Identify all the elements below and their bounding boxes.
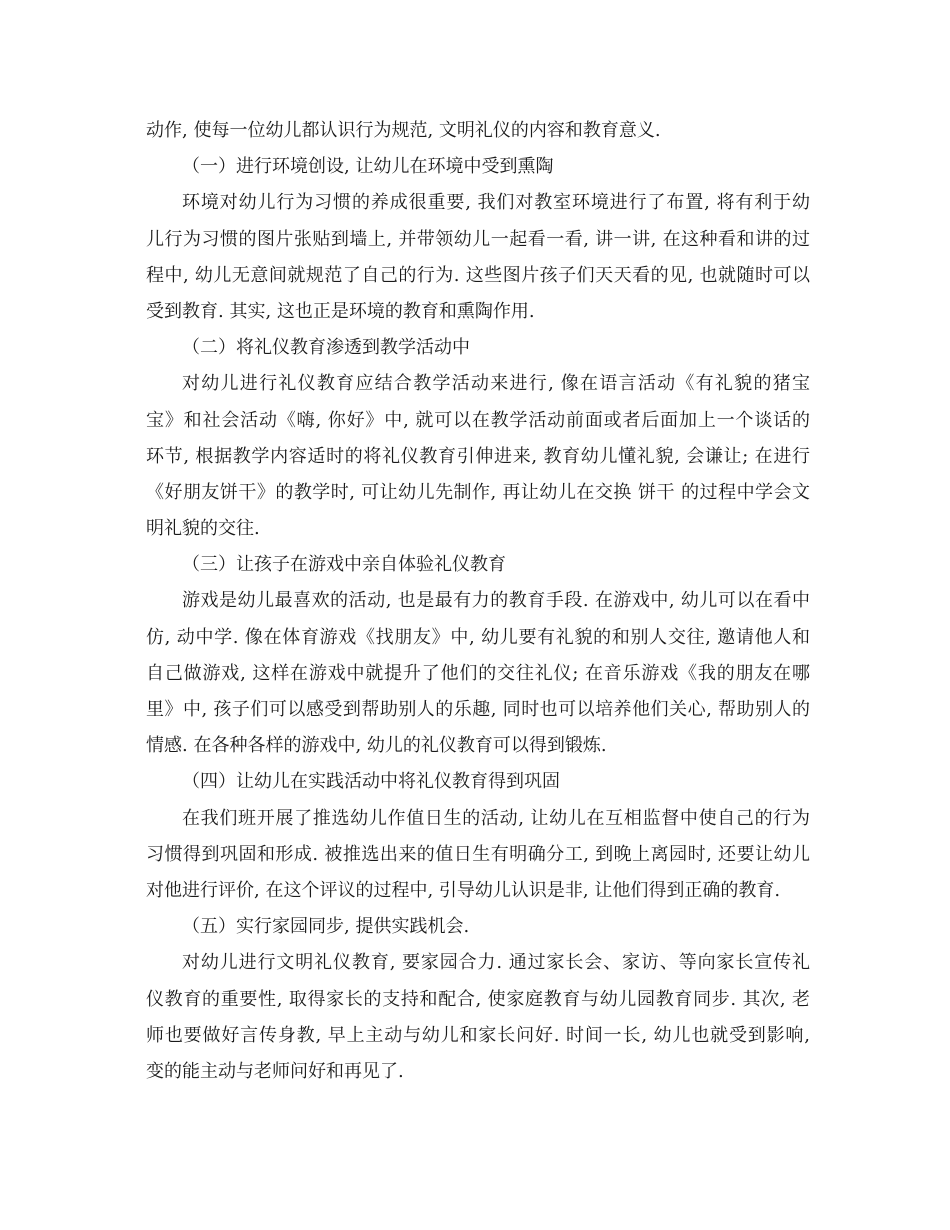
- document-body: [146, 113, 810, 1090]
- line-text: 游戏是幼儿最喜欢的活动, 也是最有力的教育手段. 在游戏中, 幼儿可以在看中: [182, 590, 810, 612]
- section-heading: [146, 764, 810, 800]
- line-text: 习惯得到巩固和形成. 被推选出来的值日生有明确分工, 到晚上离园时, 还要让幼儿: [146, 843, 810, 865]
- line-text: 《好朋友饼干》的教学时, 可让幼儿先制作, 再让幼儿在交换 饼干 的过程中学会文: [146, 481, 810, 503]
- line-text: （一）进行环境创设, 让幼儿在环境中受到熏陶: [182, 156, 554, 178]
- line-text: 在我们班开展了推选幼儿作值日生的活动, 让幼儿在互相监督中使自己的行为: [182, 807, 810, 829]
- line-text: 对他进行评价, 在这个评议的过程中, 引导幼儿认识是非, 让他们得到正确的教育.: [146, 879, 781, 901]
- line-text: 程中, 幼儿无意间就规范了自己的行为. 这些图片孩子们天天看的见, 也就随时可以: [146, 264, 810, 286]
- line-text: （二）将礼仪教育渗透到教学活动中: [182, 337, 470, 359]
- text-line: [146, 258, 810, 294]
- line-text: 对幼儿进行文明礼仪教育, 要家园合力. 通过家长会、家访、等向家长宣传礼: [182, 952, 810, 974]
- line-text: 情感. 在各种各样的游戏中, 幼儿的礼仪教育可以得到锻炼.: [146, 735, 607, 757]
- section-heading: [146, 547, 810, 583]
- line-text: 环境对幼儿行为习惯的养成很重要, 我们对教室环境进行了布置, 将有利于幼: [182, 192, 810, 214]
- line-text: 受到教育. 其实, 这也正是环境的教育和熏陶作用.: [146, 300, 535, 322]
- text-line: [146, 475, 810, 511]
- line-text: 仪教育的重要性, 取得家长的支持和配合, 使家庭教育与幼儿园教育同步. 其次, 老: [146, 988, 810, 1010]
- text-line: [146, 801, 810, 837]
- text-line: [146, 945, 810, 981]
- text-line: [146, 222, 810, 258]
- line-text: 自己做游戏, 这样在游戏中就提升了他们的交往礼仪; 在音乐游戏《我的朋友在哪: [146, 662, 810, 684]
- text-line: [146, 294, 810, 330]
- text-line: [146, 439, 810, 475]
- text-line: [146, 403, 810, 439]
- line-text: （四）让幼儿在实践活动中将礼仪教育得到巩固: [182, 771, 560, 793]
- text-line: [146, 873, 810, 909]
- text-line: [146, 982, 810, 1018]
- line-text: 仿, 动中学. 像在体育游戏《找朋友》中, 幼儿要有礼貌的和别人交往, 邀请他人和: [146, 626, 810, 648]
- text-line: [146, 837, 810, 873]
- text-line: [146, 620, 810, 656]
- line-text: （五）实行家园同步, 提供实践机会.: [182, 916, 470, 938]
- text-line: [146, 511, 810, 547]
- line-text: 宝》和社会活动《嗨, 你好》中, 就可以在教学活动前面或者后面加上一个谈话的: [146, 409, 810, 431]
- text-line: [146, 656, 810, 692]
- line-text: 动作, 使每一位幼儿都认识行为规范, 文明礼仪的内容和教育意义.: [146, 120, 661, 141]
- text-line: [146, 366, 810, 402]
- line-text: 师也要做好言传身教, 早上主动与幼儿和家长问好. 时间一长, 幼儿也就受到影响,: [146, 1024, 810, 1046]
- text-line: [146, 1054, 810, 1090]
- line-text: 明礼貌的交往.: [146, 518, 260, 540]
- section-heading: [146, 149, 810, 185]
- text-line: [146, 113, 810, 149]
- text-line: [146, 1018, 810, 1054]
- line-text: 变的能主动与老师问好和再见了.: [146, 1060, 404, 1082]
- text-line: [146, 583, 810, 619]
- text-line: [146, 185, 810, 221]
- section-heading: [146, 330, 810, 366]
- line-text: 儿行为习惯的图片张贴到墙上, 并带领幼儿一起看一看, 讲一讲, 在这种看和讲的过: [146, 228, 810, 250]
- line-text: 对幼儿进行礼仪教育应结合教学活动来进行, 像在语言活动《有礼貌的猪宝: [182, 373, 810, 395]
- line-text: （三）让孩子在游戏中亲自体验礼仪教育: [182, 554, 506, 576]
- text-line: [146, 728, 810, 764]
- line-text: 里》中, 孩子们可以感受到帮助别人的乐趣, 同时也可以培养他们关心, 帮助别人的: [146, 699, 810, 720]
- section-heading: [146, 909, 810, 945]
- line-text: 环节, 根据教学内容适时的将礼仪教育引伸进来, 教育幼儿懂礼貌, 会谦让; 在进行: [146, 445, 810, 467]
- text-line: [146, 692, 810, 728]
